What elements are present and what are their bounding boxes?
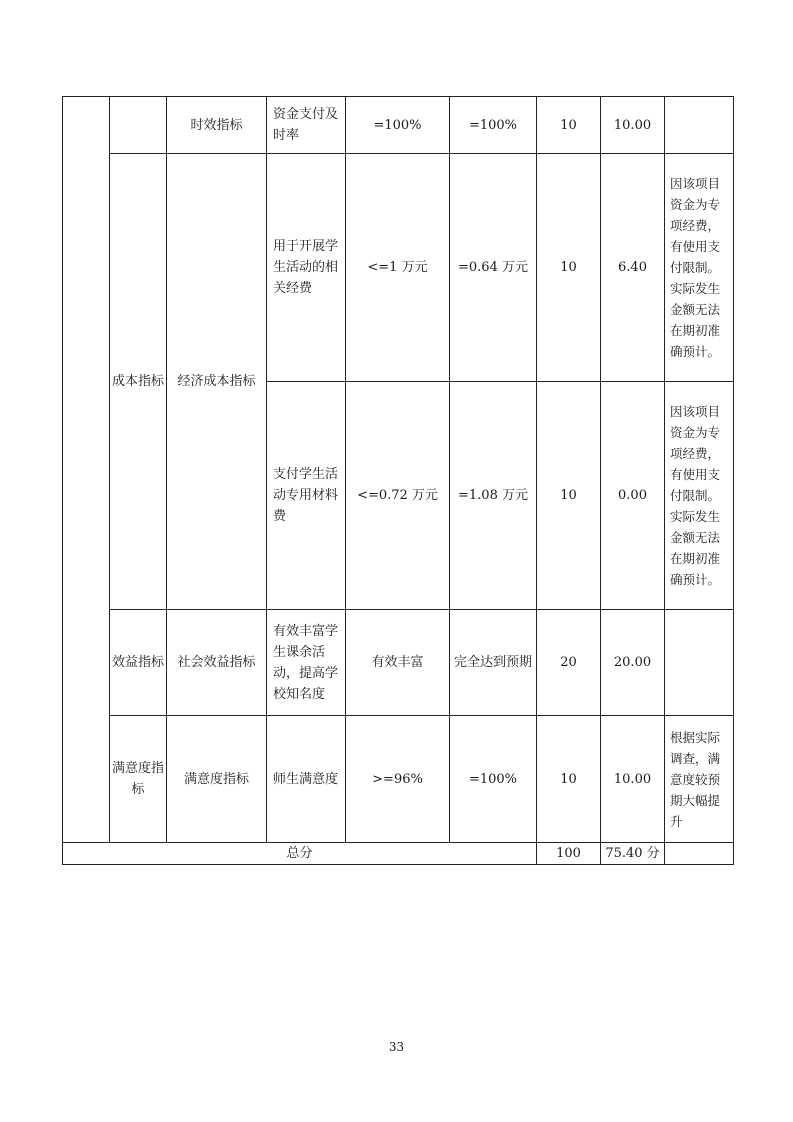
cell-target: >=96% xyxy=(346,716,450,843)
cell-actual: =100% xyxy=(450,97,537,154)
cell-level2-economic-cost: 经济成本指标 xyxy=(167,154,267,610)
table-row-satisfaction xyxy=(63,716,734,843)
cell-total-score: 75.40 分 xyxy=(601,843,665,865)
cell-total-label: 总分 xyxy=(63,843,537,865)
cell-output-blank xyxy=(63,97,110,843)
cell-target: <=0.72 万元 xyxy=(346,382,450,610)
table-row-timeliness xyxy=(63,97,734,154)
cell-score: 10.00 xyxy=(601,97,665,154)
cell-note: 因该项目资金为专项经费，有使用支付限制。实际发生金额无法在期初准确预计。 xyxy=(665,154,734,382)
cell-weight: 10 xyxy=(537,716,601,843)
cell-score: 0.00 xyxy=(601,382,665,610)
cell-actual: =0.64 万元 xyxy=(450,154,537,382)
cell-weight: 20 xyxy=(537,610,601,716)
cell-note xyxy=(665,610,734,716)
cell-indicator: 师生满意度 xyxy=(267,716,346,843)
table-row-total xyxy=(63,843,734,865)
cell-actual: =1.08 万元 xyxy=(450,382,537,610)
cell-level1-blank xyxy=(110,97,167,154)
cell-level2: 满意度指标 xyxy=(167,716,267,843)
cell-target: 有效丰富 xyxy=(346,610,450,716)
cell-note: 因该项目资金为专项经费，有使用支付限制。实际发生金额无法在期初准确预计。 xyxy=(665,382,734,610)
cell-actual: =100% xyxy=(450,716,537,843)
cell-indicator: 支付学生活动专用材料费 xyxy=(267,382,346,610)
cell-actual: 完全达到预期 xyxy=(450,610,537,716)
cell-weight: 10 xyxy=(537,154,601,382)
cell-weight: 10 xyxy=(537,97,601,154)
cell-indicator: 用于开展学生活动的相关经费 xyxy=(267,154,346,382)
cell-score: 20.00 xyxy=(601,610,665,716)
cell-indicator: 资金支付及时率 xyxy=(267,97,346,154)
cell-level1: 效益指标 xyxy=(110,610,167,716)
cell-score: 6.40 xyxy=(601,154,665,382)
cell-note xyxy=(665,97,734,154)
cell-target: <=1 万元 xyxy=(346,154,450,382)
cell-level2: 社会效益指标 xyxy=(167,610,267,716)
cell-level1: 满意度指标 xyxy=(110,716,167,843)
cell-note: 根据实际调查，满意度较预期大幅提升 xyxy=(665,716,734,843)
cell-indicator: 有效丰富学生课余活动，提高学校知名度 xyxy=(267,610,346,716)
performance-table xyxy=(62,96,734,865)
cell-total-note xyxy=(665,843,734,865)
cell-score: 10.00 xyxy=(601,716,665,843)
cell-total-weight: 100 xyxy=(537,843,601,865)
cell-weight: 10 xyxy=(537,382,601,610)
page-number: 33 xyxy=(388,1040,405,1054)
cell-target: =100% xyxy=(346,97,450,154)
table-row-cost-1 xyxy=(63,154,734,382)
cell-level2: 时效指标 xyxy=(167,97,267,154)
cell-level1-cost: 成本指标 xyxy=(110,154,167,610)
table-row-benefit xyxy=(63,610,734,716)
